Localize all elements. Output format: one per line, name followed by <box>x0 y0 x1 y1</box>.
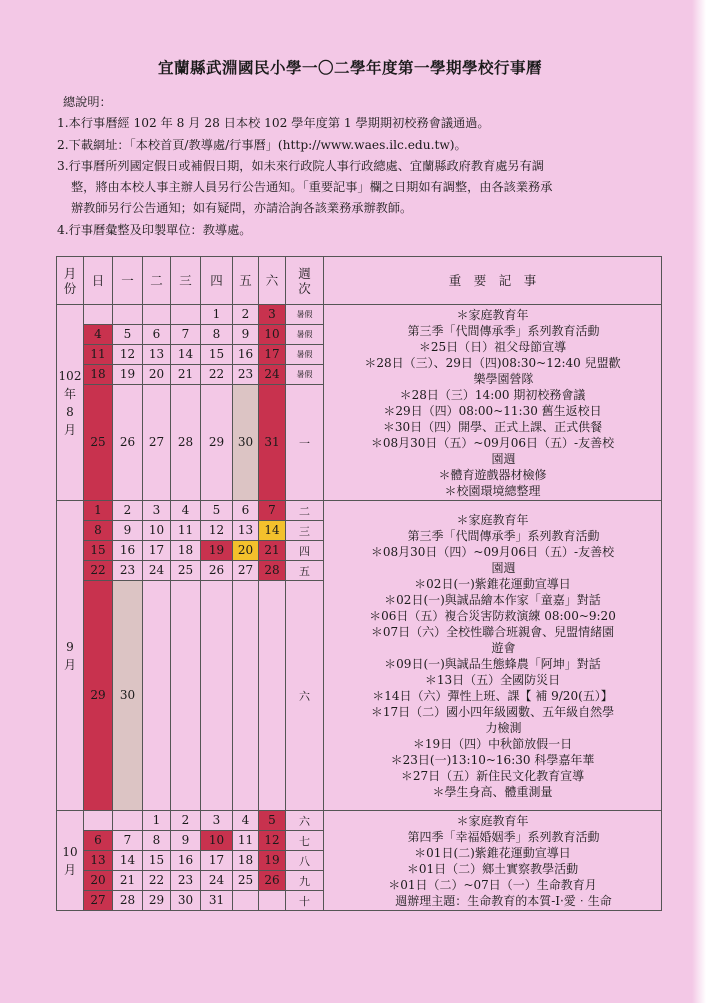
day-cell: 23 <box>113 561 143 581</box>
day-cell <box>259 581 286 811</box>
day-cell: 24 <box>201 871 233 891</box>
day-cell: 22 <box>201 365 233 385</box>
day-cell: 30 <box>171 891 201 911</box>
day-cell: 9 <box>113 521 143 541</box>
week-number: 暑假 <box>286 365 324 385</box>
event-line: ＊13日（五）全國防災日 <box>424 672 561 687</box>
event-line: ＊25日（日）祖父母節宣導 <box>418 339 567 354</box>
day-header: 日 <box>84 257 113 305</box>
day-cell: 5 <box>113 325 143 345</box>
event-line: ＊28日（三）、29日（四)08:30~12:40 兒盟歡 <box>364 355 621 370</box>
day-cell: 23 <box>171 871 201 891</box>
day-cell: 7 <box>171 325 201 345</box>
day-cell: 27 <box>233 561 259 581</box>
day-cell: 12 <box>201 521 233 541</box>
day-cell <box>233 581 259 811</box>
day-cell: 18 <box>84 365 113 385</box>
events-oct <box>324 811 662 911</box>
event-line: ＊學生身高、體重測量 <box>432 784 553 799</box>
day-cell: 19 <box>259 851 286 871</box>
note-item: 4.行事曆彙整及印製單位：教導處。 <box>57 222 252 237</box>
calendar-table <box>56 256 662 911</box>
note-item: 1.本行事曆經 102 年 8 月 28 日本校 102 學年度第 1 學期期初校務會議通過。 <box>57 116 490 131</box>
week-row <box>57 501 662 521</box>
day-cell: 22 <box>143 871 171 891</box>
day-cell: 27 <box>84 891 113 911</box>
day-header: 一 <box>113 257 143 305</box>
day-cell: 24 <box>143 561 171 581</box>
day-cell: 11 <box>84 345 113 365</box>
event-line: ＊家庭教育年 <box>456 307 529 322</box>
day-cell: 4 <box>84 325 113 345</box>
note-item: 3.行事曆所列國定假日或補假日期，如未來行政院人事行政總處、宜蘭縣政府教育處另有調 <box>57 158 544 173</box>
day-cell: 5 <box>201 501 233 521</box>
day-cell: 29 <box>143 891 171 911</box>
events-sep <box>324 501 662 811</box>
week-number: 二 <box>286 501 324 521</box>
event-line: ＊27日（五）新住民文化教育宣導 <box>400 768 585 783</box>
day-cell: 19 <box>113 365 143 385</box>
day-cell: 3 <box>259 305 286 325</box>
day-cell <box>171 305 201 325</box>
event-line: ＊家庭教育年 <box>456 813 529 828</box>
day-cell: 6 <box>84 831 113 851</box>
day-cell: 26 <box>259 871 286 891</box>
day-cell: 9 <box>233 325 259 345</box>
day-cell: 16 <box>113 541 143 561</box>
event-line: ＊08月30日（四）~09月06日（五）-友善校 <box>370 544 615 559</box>
week-number: 七 <box>286 831 324 851</box>
event-line: 週辦理主題：生命教育的本質-I‧愛‧生命 <box>395 893 612 908</box>
day-cell: 10 <box>259 325 286 345</box>
day-cell: 11 <box>233 831 259 851</box>
day-cell: 6 <box>143 325 171 345</box>
events-aug <box>324 305 662 501</box>
day-cell: 14 <box>171 345 201 365</box>
day-cell: 5 <box>259 811 286 831</box>
event-line: ＊01日（二）鄉土實察教學活動 <box>406 861 579 876</box>
day-cell: 20 <box>233 541 259 561</box>
day-cell: 12 <box>113 345 143 365</box>
day-cell: 29 <box>201 385 233 501</box>
day-cell: 7 <box>113 831 143 851</box>
day-cell: 30 <box>113 581 143 811</box>
day-cell <box>143 305 171 325</box>
month-label-aug: 102 年 8 月 <box>57 305 84 501</box>
event-line: 園週 <box>491 451 516 466</box>
event-line: ＊07日（六）全校性聯合班親會、兒盟情緒園 <box>370 624 615 639</box>
event-line: ＊29日（四）08:00~11:30 舊生返校日 <box>383 403 602 418</box>
event-line: ＊23日(一)13:10~16:30 科學嘉年華 <box>390 752 595 767</box>
event-line: 園週 <box>491 560 516 575</box>
day-cell: 26 <box>201 561 233 581</box>
day-cell: 9 <box>171 831 201 851</box>
day-cell: 31 <box>201 891 233 911</box>
week-number: 三 <box>286 521 324 541</box>
event-line: ＊06日（五）複合災害防救演練 08:00~9:20 <box>369 608 616 623</box>
week-header: 週 次 <box>286 257 324 305</box>
day-cell <box>143 581 171 811</box>
day-cell: 21 <box>259 541 286 561</box>
event-line: ＊28日（三）14:00 期初校務會議 <box>399 387 586 402</box>
day-cell: 1 <box>84 501 113 521</box>
day-cell: 22 <box>84 561 113 581</box>
page-title: 宜蘭縣武淵國民小學一〇二學年度第一學期學校行事曆 <box>157 58 542 77</box>
day-cell: 17 <box>259 345 286 365</box>
day-cell <box>171 581 201 811</box>
day-cell: 7 <box>259 501 286 521</box>
day-header: 四 <box>201 257 233 305</box>
day-cell: 28 <box>171 385 201 501</box>
day-cell: 2 <box>113 501 143 521</box>
event-line: ＊體育遊戲器材檢修 <box>438 467 547 482</box>
week-number: 六 <box>286 581 324 811</box>
header-row <box>57 257 662 305</box>
event-line: ＊08月30日（五）~09月06日（五）-友善校 <box>370 435 615 450</box>
day-cell: 14 <box>259 521 286 541</box>
day-cell: 3 <box>201 811 233 831</box>
day-cell <box>259 891 286 911</box>
day-cell: 26 <box>113 385 143 501</box>
event-line: ＊01日（二）~07日（一）生命教育月 <box>388 877 597 892</box>
day-cell: 28 <box>113 891 143 911</box>
event-line: ＊19日（四）中秋節放假一日 <box>412 736 573 751</box>
day-cell: 28 <box>259 561 286 581</box>
event-line: 力檢測 <box>485 720 522 735</box>
day-cell: 20 <box>84 871 113 891</box>
day-cell: 3 <box>143 501 171 521</box>
week-number: 一 <box>286 385 324 501</box>
note-item: 整，將由本校人事主辦人員另行公告通知。「重要記事」欄之日期如有調整，由各該業務承 <box>71 180 553 195</box>
day-cell: 13 <box>143 345 171 365</box>
day-cell: 8 <box>143 831 171 851</box>
day-cell: 2 <box>233 305 259 325</box>
month-label-sep: 9 月 <box>57 501 84 811</box>
day-cell: 24 <box>259 365 286 385</box>
day-cell: 15 <box>143 851 171 871</box>
day-cell: 14 <box>113 851 143 871</box>
week-number: 暑假 <box>286 325 324 345</box>
day-cell: 21 <box>113 871 143 891</box>
event-line: ＊17日（二）國小四年級國數、五年級自然學 <box>370 704 615 719</box>
day-cell: 15 <box>201 345 233 365</box>
day-cell <box>113 811 143 831</box>
event-line: ＊家庭教育年 <box>456 512 529 527</box>
day-cell: 21 <box>171 365 201 385</box>
day-cell: 16 <box>171 851 201 871</box>
day-header: 二 <box>143 257 171 305</box>
day-cell: 4 <box>233 811 259 831</box>
day-cell: 19 <box>201 541 233 561</box>
event-line: 遊會 <box>491 640 516 655</box>
week-row <box>57 305 662 325</box>
day-cell: 30 <box>233 385 259 501</box>
event-line: ＊09日(一)與誠品生態蜂農「阿坤」對話 <box>384 656 601 671</box>
day-cell: 11 <box>171 521 201 541</box>
day-cell: 1 <box>143 811 171 831</box>
day-cell <box>201 581 233 811</box>
day-cell <box>113 305 143 325</box>
week-number: 五 <box>286 561 324 581</box>
day-header: 五 <box>233 257 259 305</box>
general-notes <box>57 92 677 241</box>
day-cell: 13 <box>233 521 259 541</box>
day-cell <box>84 811 113 831</box>
day-cell <box>84 305 113 325</box>
event-line: ＊02日(一)與誠品繪本作家「童嘉」對話 <box>384 592 601 607</box>
day-cell: 25 <box>233 871 259 891</box>
event-line: ＊01日(二)紫錐花運動宣導日 <box>414 845 571 860</box>
event-line: 第三季「代間傳承季」系列教育活動 <box>407 323 600 338</box>
day-cell: 6 <box>233 501 259 521</box>
note-item: 2.下載網址：「本校首頁/教導處/行事曆」(http://www.waes.ilc.edu.tw)。 <box>57 137 467 152</box>
day-cell: 15 <box>84 541 113 561</box>
week-number: 四 <box>286 541 324 561</box>
day-cell: 18 <box>233 851 259 871</box>
week-number: 十 <box>286 891 324 911</box>
day-cell: 16 <box>233 345 259 365</box>
event-line: ＊30日（四）開學、正式上課、正式供餐 <box>382 419 603 434</box>
event-line: 樂學園營隊 <box>473 371 534 386</box>
week-number: 暑假 <box>286 345 324 365</box>
week-number: 八 <box>286 851 324 871</box>
day-cell: 10 <box>201 831 233 851</box>
day-cell: 31 <box>259 385 286 501</box>
day-cell: 17 <box>201 851 233 871</box>
day-cell: 1 <box>201 305 233 325</box>
week-number: 六 <box>286 811 324 831</box>
day-cell: 12 <box>259 831 286 851</box>
day-cell: 25 <box>84 385 113 501</box>
day-cell: 17 <box>143 541 171 561</box>
week-number: 暑假 <box>286 305 324 325</box>
event-line: ＊02日(一)紫錐花運動宣導日 <box>414 576 571 591</box>
notes-heading: 總說明： <box>63 95 112 109</box>
day-cell: 20 <box>143 365 171 385</box>
event-line: ＊14日（六）彈性上班、課【 補 9/20(五）】 <box>372 688 613 703</box>
event-line: 第四季「幸福婚姻季」系列教育活動 <box>407 829 600 844</box>
week-row <box>57 811 662 831</box>
week-number: 九 <box>286 871 324 891</box>
day-header: 六 <box>259 257 286 305</box>
day-header: 三 <box>171 257 201 305</box>
day-cell: 13 <box>84 851 113 871</box>
day-cell <box>233 891 259 911</box>
events-header: 重 要 記 事 <box>324 257 662 305</box>
day-cell: 18 <box>171 541 201 561</box>
day-cell: 23 <box>233 365 259 385</box>
day-cell: 29 <box>84 581 113 811</box>
event-line: ＊校園環境總整理 <box>444 483 541 498</box>
day-cell: 8 <box>201 325 233 345</box>
day-cell: 4 <box>171 501 201 521</box>
day-cell: 8 <box>84 521 113 541</box>
day-cell: 2 <box>171 811 201 831</box>
day-cell: 25 <box>171 561 201 581</box>
month-header: 月 份 <box>57 257 84 305</box>
month-label-oct: 10 月 <box>57 811 84 911</box>
day-cell: 10 <box>143 521 171 541</box>
event-line: 第三季「代間傳承季」系列教育活動 <box>407 528 600 543</box>
day-cell: 27 <box>143 385 171 501</box>
note-item: 辦教師另行公告通知；如有疑問，亦請洽詢各該業務承辦教師。 <box>71 201 413 216</box>
